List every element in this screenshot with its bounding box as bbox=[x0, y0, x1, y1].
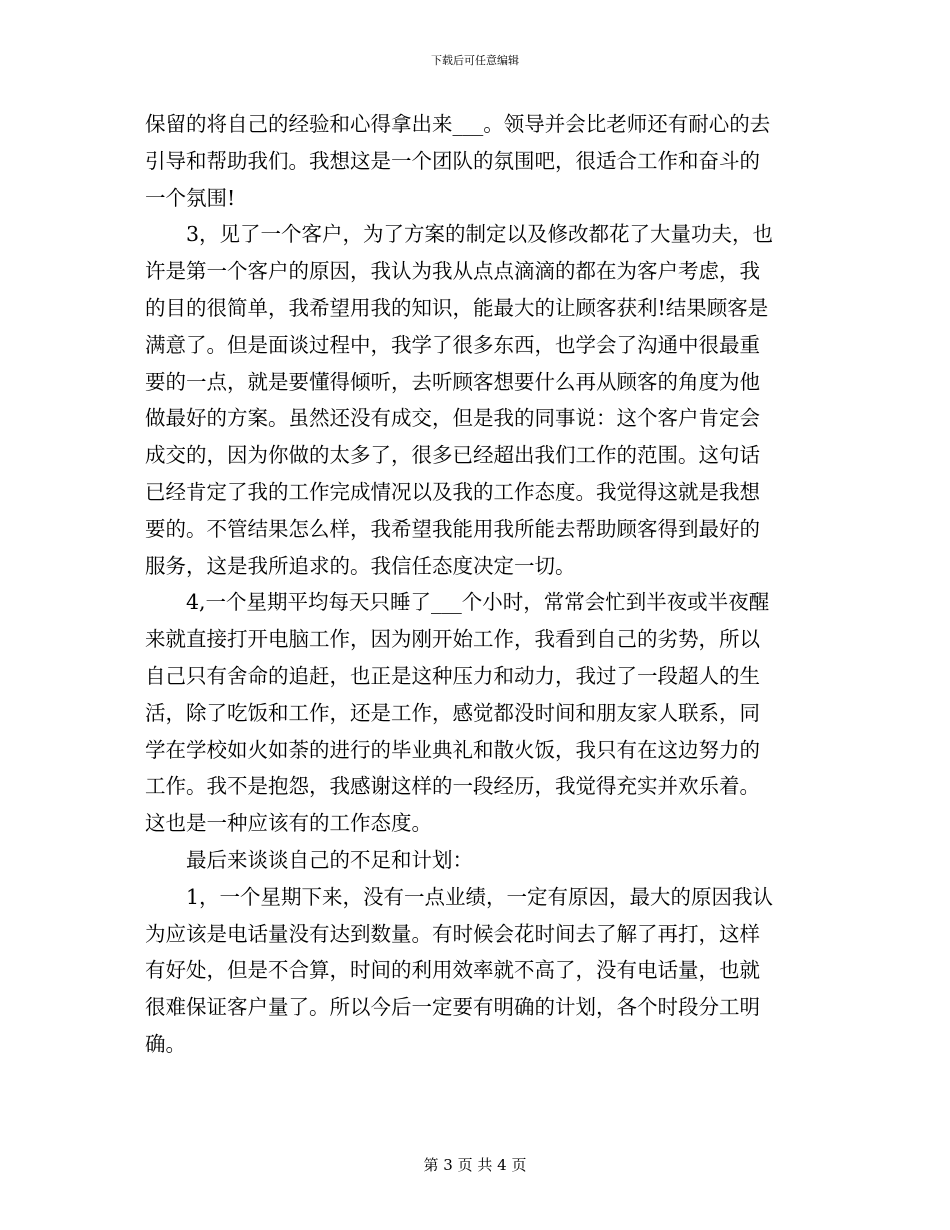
page-footer: 第 3 页 共 4 页 bbox=[423, 1156, 527, 1174]
text-line: 服务，这是我所追求的。我信任态度决定一切。 bbox=[145, 553, 576, 578]
text-line: 要的一点，就是要懂得倾听，去听顾客想要什么再从顾客的角度为他 bbox=[145, 369, 760, 394]
text-line: 许是第一个客户的原因，我认为我从点点滴滴的都在为客户考虑，我 bbox=[145, 259, 760, 284]
text-line: 为应该是电话量没有达到数量。有时候会花时间去了解了再打，这样 bbox=[145, 921, 760, 946]
text-line: 已经肯定了我的工作完成情况以及我的工作态度。我觉得这就是我想 bbox=[145, 479, 760, 504]
text-line: 要的。不管结果怎么样，我希望我能用我所能去帮助顾客得到最好的 bbox=[145, 516, 760, 541]
text-line: 做最好的方案。虽然还没有成交，但是我的同事说：这个客户肯定会 bbox=[145, 406, 760, 431]
text-line: 成交的，因为你做的太多了，很多已经超出我们工作的范围。这句话 bbox=[145, 443, 760, 468]
page-header: 下载后可任意编辑 bbox=[431, 54, 519, 67]
text-line: 的目的很简单，我希望用我的知识，能最大的让顾客获利!结果顾客是 bbox=[145, 295, 769, 320]
text-line: 引导和帮助我们。我想这是一个团队的氛围吧，很适合工作和奋斗的 bbox=[145, 148, 760, 173]
text-line: 来就直接打开电脑工作，因为刚开始工作，我看到自己的劣势，所以 bbox=[145, 627, 760, 652]
text-line: 一个氛围! bbox=[145, 185, 236, 210]
text-line: 有好处，但是不合算，时间的利用效率就不高了，没有电话量，也就 bbox=[145, 958, 760, 983]
text-line: 保留的将自己的经验和心得拿出来___。领导并会比老师还有耐心的去 bbox=[145, 112, 771, 136]
text-line: 学在学校如火如荼的进行的毕业典礼和散火饭，我只有在这边努力的 bbox=[145, 737, 760, 762]
text-line: 活，除了吃饭和工作，还是工作，感觉都没时间和朋友家人联系，同 bbox=[145, 700, 760, 725]
text-line: 4,一个星期平均每天只睡了___个小时，常常会忙到半夜或半夜醒 bbox=[186, 590, 770, 615]
text-line: 自己只有舍命的追赶，也正是这种压力和动力，我过了一段超人的生 bbox=[145, 663, 760, 688]
text-line: 最后来谈谈自己的不足和计划： bbox=[186, 847, 473, 872]
text-line: 1，一个星期下来，没有一点业绩，一定有原因，最大的原因我认 bbox=[186, 884, 774, 909]
text-line: 满意了。但是面谈过程中，我学了很多东西，也学会了沟通中很最重 bbox=[145, 332, 760, 357]
text-line: 3，见了一个客户，为了方案的制定以及修改都花了大量功夫，也 bbox=[186, 222, 774, 247]
text-line: 这也是一种应该有的工作态度。 bbox=[145, 811, 432, 836]
text-line: 确。 bbox=[145, 1031, 186, 1056]
document-body bbox=[145, 106, 805, 1063]
text-line: 工作。我不是抱怨，我感谢这样的一段经历，我觉得充实并欢乐着。 bbox=[145, 774, 760, 799]
text-line: 很难保证客户量了。所以今后一定要有明确的计划，各个时段分工明 bbox=[145, 995, 760, 1020]
